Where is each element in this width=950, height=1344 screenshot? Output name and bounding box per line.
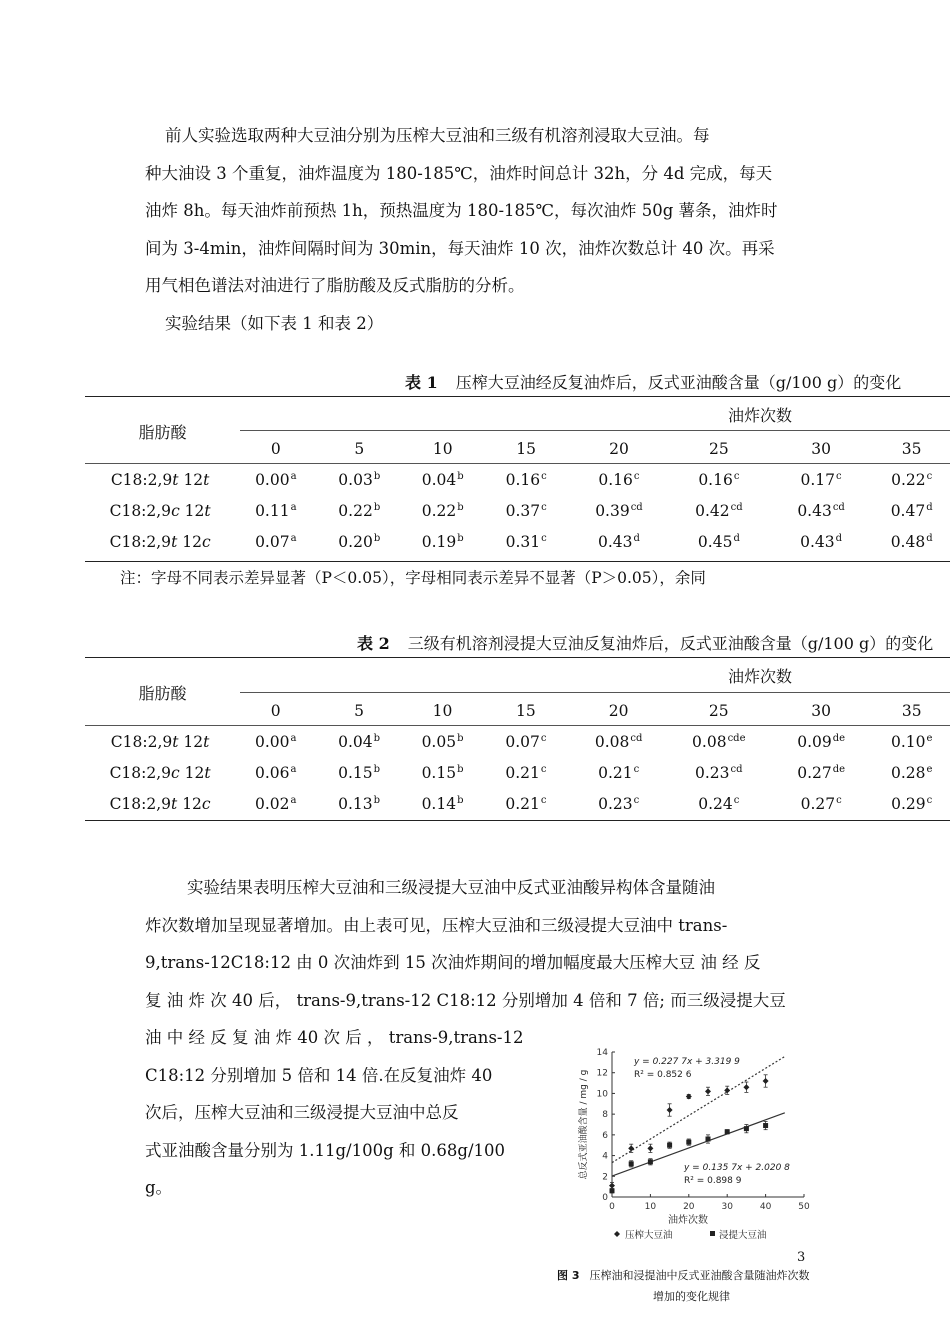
table-cell	[402, 495, 483, 526]
cell-value: 0.47	[890, 501, 926, 520]
significance-letter: b	[373, 732, 381, 744]
table-row	[85, 526, 950, 557]
data-point	[743, 1084, 749, 1090]
cell-value: 0.06	[254, 763, 290, 782]
table-cell	[316, 788, 402, 819]
significance-letter: b	[373, 501, 381, 513]
cell-value: 0.21	[505, 763, 540, 782]
significance-letter: b	[457, 501, 464, 513]
table-cell	[569, 788, 669, 819]
cell-value: 0.21	[598, 763, 633, 782]
significance-letter: c	[733, 470, 740, 482]
intro-line: 油炸 8h。每天油炸前预热 1h，预热温度为 180-185℃，每次油炸 50g 薯条，油炸时	[145, 201, 778, 220]
cell-value: 0.11	[255, 501, 290, 520]
legend-square	[710, 1231, 715, 1236]
conclusion-line: g。	[145, 1178, 173, 1197]
significance-letter: c	[541, 470, 547, 482]
column-header: 0	[270, 439, 281, 458]
column-header: 10	[432, 701, 453, 720]
y-tick-label: 14	[596, 1048, 608, 1058]
y-tick-label: 10	[596, 1089, 608, 1100]
legend-label: 压榨大豆油	[625, 1230, 673, 1241]
data-point	[706, 1137, 711, 1142]
significance-letter: c	[540, 763, 547, 775]
table2-group-header: 油炸次数	[727, 667, 792, 686]
cell-value: 0.04	[421, 470, 457, 489]
table-cell	[483, 788, 569, 819]
x-tick-label: 40	[759, 1202, 772, 1212]
table-cell	[669, 526, 769, 557]
y-tick-label: 0	[602, 1193, 608, 1203]
table1-group-header: 油炸次数	[727, 406, 792, 425]
cell-value: 0.42	[695, 501, 730, 520]
column-header: 0	[270, 701, 281, 720]
significance-letter: c	[836, 794, 842, 806]
cell-value: 0.23	[695, 763, 730, 782]
data-point	[628, 1145, 634, 1151]
column-header: 15	[516, 439, 537, 458]
significance-letter: b	[457, 794, 464, 806]
table-cell	[316, 464, 402, 495]
cell-value: 0.22	[421, 501, 457, 520]
column-header: 20	[609, 439, 629, 458]
cell-value: 0.22	[338, 501, 373, 520]
conclusion-line: C18:12 分别增加 5 倍和 14 倍.在反复油炸 40	[145, 1065, 493, 1085]
table2-label: 表 2	[357, 634, 390, 653]
legend-label: 浸提大豆油	[719, 1230, 767, 1241]
y-tick-label: 12	[596, 1068, 608, 1079]
table-cell	[402, 726, 483, 757]
table1-label: 表 1	[405, 373, 438, 392]
table-cell	[483, 464, 569, 495]
figure3-caption	[557, 1267, 809, 1283]
cell-value: 0.43	[598, 532, 633, 551]
data-point	[648, 1159, 653, 1164]
column-header: 25	[709, 439, 729, 458]
conclusion-line: 9,trans-12C18:12 由 0 次油炸到 15 次油炸期间的增加幅度最大压榨大豆 油 经 反	[145, 953, 761, 972]
cell-value: 0.14	[421, 794, 457, 813]
table-cell	[235, 495, 316, 526]
data-point	[667, 1143, 672, 1148]
conclusion-line: 实验结果表明压榨大豆油和三级浸提大豆油中反式亚油酸异构体含量随油	[187, 878, 715, 897]
data-point	[763, 1123, 768, 1128]
table-cell	[402, 464, 483, 495]
cell-value: 0.16	[698, 470, 733, 489]
cell-value: 0.45	[697, 532, 733, 551]
data-point	[629, 1161, 634, 1166]
significance-letter: b	[373, 763, 381, 775]
significance-letter: c	[836, 470, 842, 482]
column-header: 35	[901, 439, 922, 458]
table-cell	[569, 757, 669, 788]
table-cell	[769, 788, 873, 819]
significance-letter: c	[733, 794, 740, 806]
intro-line: 间为 3-4min，油炸间隔时间为 30min，每天油炸 10 次，油炸次数总计 40 次。再采	[145, 238, 775, 258]
table-cell	[669, 788, 769, 819]
conclusion-line: 复 油 炸 次 40 后， trans-9,trans-12 C18:12 分别增加 4 倍和 7 倍; 而三级浸提大豆	[145, 990, 786, 1010]
table2-caption	[357, 631, 933, 654]
table1-top-rule	[85, 396, 950, 397]
significance-letter: b	[457, 470, 464, 482]
significance-letter: a	[290, 501, 297, 513]
table2-header-rule	[240, 692, 950, 693]
column-header: 30	[811, 701, 832, 720]
significance-letter: cde	[727, 732, 746, 744]
cell-value: 0.08	[594, 732, 630, 751]
cell-value: 0.05	[421, 732, 457, 751]
cell-value: 0.31	[505, 532, 541, 551]
table-cell	[402, 757, 483, 788]
table-row	[85, 464, 950, 495]
figure3-caption-line1: 压榨油和浸提油中反式亚油酸含量随油炸次数	[589, 1269, 810, 1282]
table-cell	[769, 495, 873, 526]
fatty-acid-name: C18:2,9t 12c	[109, 794, 211, 813]
significance-letter: cd	[832, 501, 845, 513]
header-row	[85, 695, 950, 726]
significance-letter: de	[832, 763, 846, 775]
cell-value: 0.16	[505, 470, 541, 489]
cell-value: 0.43	[797, 501, 832, 520]
significance-letter: c	[926, 794, 933, 806]
table-cell	[569, 464, 669, 495]
table-cell	[483, 495, 569, 526]
significance-letter: b	[373, 532, 381, 544]
table1-title: 压榨大豆油经反复油炸后，反式亚油酸含量（g/100 g）的变化	[455, 373, 902, 392]
cell-value: 0.27	[797, 763, 832, 782]
table-cell	[483, 526, 569, 557]
column-header: 35	[901, 701, 922, 720]
table1-header-rule	[240, 430, 950, 431]
cell-value: 0.48	[890, 532, 926, 551]
series1-r2: R² = 0.852 6	[634, 1070, 692, 1080]
column-header: 15	[516, 701, 536, 720]
intro-line: 用气相色谱法对油进行了脂肪酸及反式脂肪的分析。	[145, 276, 525, 295]
significance-letter: a	[290, 732, 297, 744]
table1	[85, 433, 950, 557]
conclusion-line: 式亚油酸含量分别为 1.11g/100g 和 0.68g/100	[145, 1140, 506, 1160]
significance-letter: c	[633, 470, 640, 482]
conclusion-line: 次后，压榨大豆油和三级浸提大豆油中总反	[145, 1103, 459, 1122]
column-header: 25	[708, 701, 729, 720]
significance-letter: c	[633, 763, 640, 775]
table-row	[85, 726, 950, 757]
table-cell	[873, 495, 950, 526]
significance-letter: c	[540, 732, 547, 744]
y-tick-label: 2	[602, 1172, 608, 1183]
cell-value: 0.00	[254, 732, 290, 751]
intro-paragraph	[145, 117, 778, 342]
table-cell	[669, 726, 769, 757]
results-heading: 实验结果（如下表 1 和表 2）	[165, 313, 384, 333]
table-cell	[483, 757, 569, 788]
significance-letter: b	[457, 532, 464, 544]
cell-value: 0.27	[800, 794, 836, 813]
x-axis-title: 油炸次数	[668, 1215, 708, 1226]
significance-letter: c	[540, 794, 547, 806]
table-cell	[873, 788, 950, 819]
x-tick-label: 50	[798, 1202, 810, 1212]
table2-top-rule	[85, 657, 950, 658]
cell-value: 0.13	[338, 794, 373, 813]
column-header: 5	[354, 701, 365, 720]
fatty-acid-name: C18:2,9t 12t	[110, 470, 210, 489]
x-tick-label: 20	[683, 1202, 695, 1212]
header-spacer	[85, 695, 235, 726]
fatty-acid-name: C18:2,9c 12t	[109, 763, 211, 782]
intro-line: 种大油设 3 个重复，油炸温度为 180-185℃，油炸时间总计 32h，分 4d 完成，每天	[145, 163, 773, 183]
table-cell	[769, 726, 873, 757]
table-cell	[235, 464, 316, 495]
data-point	[725, 1129, 730, 1134]
conclusion-line: 油 中 经 反 复 油 炸 40 次 后 ， trans-9,trans-12	[145, 1028, 524, 1047]
table-cell	[669, 757, 769, 788]
cell-value: 0.29	[891, 794, 926, 813]
cell-value: 0.22	[891, 470, 926, 489]
fatty-acid-name: C18:2,9t 12c	[109, 532, 211, 551]
table2-bottom-rule	[85, 820, 950, 821]
significance-letter: cd	[630, 501, 643, 513]
fatty-acid-name: C18:2,9c 12t	[109, 501, 211, 520]
data-point	[609, 1183, 615, 1189]
table-cell	[669, 495, 769, 526]
cell-value: 0.04	[338, 732, 373, 751]
table-row	[85, 757, 950, 788]
data-point	[744, 1126, 749, 1131]
table2-title: 三级有机溶剂浸提大豆油反复油炸后，反式亚油酸含量（g/100 g）的变化	[407, 634, 934, 653]
table2-row-header: 脂肪酸	[138, 684, 187, 703]
table-cell	[769, 526, 873, 557]
table-cell	[669, 464, 769, 495]
significance-letter: c	[541, 501, 547, 513]
cell-value: 0.19	[421, 532, 457, 551]
cell-value: 0.28	[890, 763, 926, 782]
table-cell	[235, 788, 316, 819]
significance-letter: cd	[730, 763, 743, 775]
cell-value: 0.15	[338, 763, 373, 782]
table-cell	[483, 726, 569, 757]
header-spacer	[85, 433, 235, 464]
significance-letter: cd	[730, 501, 743, 513]
column-header: 10	[432, 439, 453, 458]
y-tick-label: 4	[602, 1151, 608, 1162]
series1-equation: y = 0.227 7x + 3.319 9	[634, 1057, 740, 1067]
data-point	[610, 1188, 615, 1193]
cell-value: 0.15	[421, 763, 457, 782]
significance-letter: b	[373, 794, 381, 806]
significance-letter: a	[290, 470, 297, 482]
table-cell	[769, 757, 873, 788]
page-number: 3	[797, 1250, 806, 1265]
significance-letter: c	[541, 532, 547, 544]
cell-value: 0.21	[505, 794, 540, 813]
significance-letter: a	[290, 763, 297, 775]
table1-note: 注：字母不同表示差异显著（P＜0.05），字母相同表示差异不显著（P＞0.05），余同	[120, 569, 706, 587]
significance-letter: cd	[630, 732, 643, 744]
x-tick-label: 0	[609, 1202, 615, 1212]
conclusion-line: 炸次数增加呈现显著增加。由上表可见，压榨大豆油和三级浸提大豆油中 trans-	[145, 915, 728, 935]
table-row	[85, 495, 950, 526]
data-point	[647, 1145, 653, 1151]
cell-value: 0.20	[338, 532, 373, 551]
table-cell	[235, 526, 316, 557]
table-cell	[769, 464, 873, 495]
significance-letter: a	[290, 532, 297, 544]
cell-value: 0.10	[890, 732, 926, 751]
significance-letter: c	[926, 470, 933, 482]
table-cell	[873, 464, 950, 495]
data-point	[705, 1088, 711, 1094]
series2-equation: y = 0.135 7x + 2.020 8	[684, 1163, 790, 1173]
cell-value: 0.03	[338, 470, 373, 489]
y-tick-label: 6	[602, 1130, 608, 1141]
data-point	[724, 1087, 730, 1093]
significance-letter: c	[633, 794, 640, 806]
table-cell	[235, 726, 316, 757]
significance-letter: d	[633, 532, 640, 544]
table-cell	[235, 757, 316, 788]
significance-letter: e	[926, 763, 933, 775]
table-row	[85, 788, 950, 819]
figure3-label: 图 3	[557, 1269, 580, 1282]
cell-value: 0.37	[505, 501, 541, 520]
table1-caption	[405, 370, 901, 393]
cell-value: 0.39	[595, 501, 630, 520]
column-header: 5	[354, 439, 365, 458]
data-point	[667, 1107, 673, 1113]
x-tick-label: 30	[721, 1202, 733, 1212]
table-cell	[316, 726, 402, 757]
y-axis-title: 总反式亚油酸含量 / mg / g	[579, 1069, 589, 1180]
significance-letter: d	[835, 532, 843, 544]
table-cell	[316, 526, 402, 557]
cell-value: 0.09	[797, 732, 832, 751]
significance-letter: e	[926, 732, 933, 744]
table1-bottom-rule	[85, 561, 950, 562]
cell-value: 0.08	[692, 732, 727, 751]
table-cell	[873, 526, 950, 557]
cell-value: 0.02	[254, 794, 290, 813]
cell-value: 0.16	[598, 470, 633, 489]
significance-letter: de	[832, 732, 846, 744]
data-point	[686, 1140, 691, 1145]
significance-letter: b	[457, 763, 464, 775]
cell-value: 0.23	[598, 794, 633, 813]
significance-letter: d	[733, 532, 740, 544]
table-cell	[402, 526, 483, 557]
figure3-caption-line2: 增加的变化规律	[653, 1290, 730, 1303]
cell-value: 0.07	[255, 532, 290, 551]
table-cell	[873, 726, 950, 757]
table1-row-header: 脂肪酸	[138, 423, 187, 442]
table-cell	[569, 526, 669, 557]
intro-line: 前人实验选取两种大豆油分别为压榨大豆油和三级有机溶剂浸取大豆油。每	[165, 126, 710, 145]
significance-letter: a	[290, 794, 297, 806]
table-cell	[569, 726, 669, 757]
significance-letter: d	[926, 532, 933, 544]
figure3-chart	[560, 1040, 830, 1260]
column-header: 30	[811, 439, 831, 458]
cell-value: 0.43	[800, 532, 835, 551]
y-tick-label: 8	[602, 1110, 608, 1121]
table-cell	[569, 495, 669, 526]
legend-diamond	[614, 1231, 620, 1237]
significance-letter: b	[457, 732, 464, 744]
table-cell	[402, 788, 483, 819]
cell-value: 0.07	[505, 732, 540, 751]
table2	[85, 695, 950, 819]
data-point	[763, 1078, 769, 1084]
table-cell	[316, 495, 402, 526]
table-cell	[316, 757, 402, 788]
significance-letter: b	[373, 470, 381, 482]
header-row	[85, 433, 950, 464]
cell-value: 0.24	[698, 794, 733, 813]
cell-value: 0.00	[255, 470, 290, 489]
significance-letter: d	[926, 501, 933, 513]
table-cell	[873, 757, 950, 788]
series2-r2: R² = 0.898 9	[684, 1176, 742, 1186]
data-point	[686, 1094, 692, 1100]
cell-value: 0.17	[800, 470, 836, 489]
column-header: 20	[608, 701, 629, 720]
x-tick-label: 10	[644, 1202, 657, 1212]
fatty-acid-name: C18:2,9t 12t	[110, 732, 210, 751]
